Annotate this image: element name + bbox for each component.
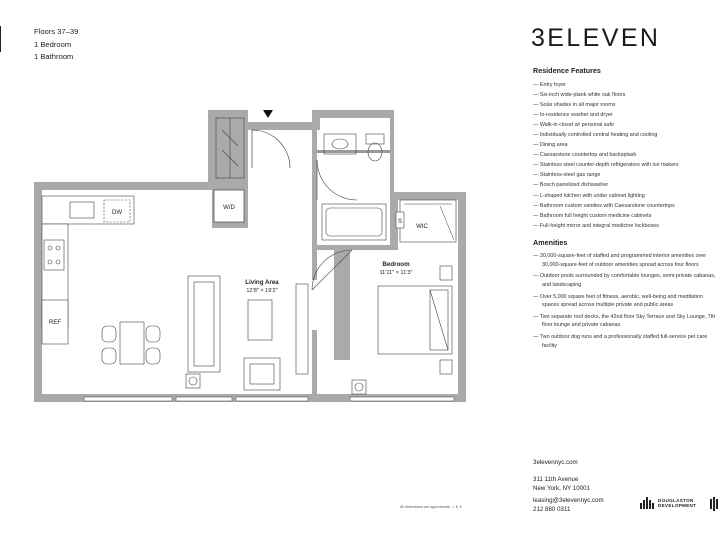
amenities-title: Amenities xyxy=(533,238,568,247)
list-item: — Stainless-steel gas range xyxy=(533,170,720,180)
window-strip xyxy=(84,397,454,401)
list-item: — Solar shades in all major rooms xyxy=(533,100,720,110)
list-item: — Bosch panelized dishwasher xyxy=(533,180,720,190)
list-item: — Full-height mirror and integral medicine lockboxes xyxy=(533,221,720,231)
email-link[interactable]: leasing@3elevennyc.com xyxy=(533,497,604,504)
pet-paw-icon: ● xyxy=(459,505,462,509)
address-line-1: 311 11th Avenue xyxy=(533,476,579,483)
list-item: — In-residence washer and dryer xyxy=(533,110,720,120)
unit-floors: Floors 37–39 xyxy=(34,27,79,36)
list-item: — Bathroom full height custom medicine cabinets xyxy=(533,211,720,221)
developer-mark-icon xyxy=(640,497,654,509)
list-item: — Two separate roof decks, the 42nd floor Sky Terrace and Sky Lounge, 7th floor lounge and private cabanas xyxy=(533,313,720,330)
bedroom-dims: 11'11" × 11'3" xyxy=(379,270,413,276)
list-item: — Dining area xyxy=(533,140,720,150)
accessibility-icon: ♿ xyxy=(455,505,459,509)
brand-logo: 3ELEVEN xyxy=(531,24,661,52)
walk-in-closet xyxy=(396,200,456,242)
leasing-contact xyxy=(533,496,604,514)
equal-housing-icon: ⌂ xyxy=(452,505,455,509)
list-item: — Stainless steel counter-depth refrigerators with ice makers xyxy=(533,160,720,170)
website-link[interactable]: 3elevennyc.com xyxy=(533,459,578,466)
developer-logo xyxy=(640,497,696,509)
safe-label: S xyxy=(397,219,403,225)
developer-line-1: DOUGLASTON xyxy=(658,497,694,503)
features-title: Residence Features xyxy=(533,66,601,75)
bathroom xyxy=(317,134,386,240)
unit-bathrooms: 1 Bathroom xyxy=(34,52,74,61)
list-item: — Walk-in closet w/ personal safe xyxy=(533,120,720,130)
unit-bedrooms: 1 Bedroom xyxy=(34,39,72,49)
entry-arrow-icon xyxy=(263,110,273,118)
address-line-2: New York, NY 10001 xyxy=(533,485,590,492)
list-item: — 30,000-square-feet of staffed and programmed interior amenities over 30,000-square-feet of outdoor amenities spread across four floors xyxy=(533,252,720,269)
partner-logo-icon xyxy=(706,497,720,511)
features-list xyxy=(533,80,720,231)
dining-table xyxy=(102,322,160,364)
living-area-name: Living Area xyxy=(245,279,279,286)
disclaimer-text: All dimensions are approximate. xyxy=(400,505,452,509)
entry-door xyxy=(252,130,290,168)
phone-number[interactable]: 212 880 0311 xyxy=(533,506,571,513)
bed xyxy=(352,266,452,394)
list-item: — Bathroom custom vanities with Caesarstone countertops xyxy=(533,201,720,211)
washer-dryer xyxy=(214,190,244,222)
developer-line-2: DEVELOPMENT xyxy=(658,503,697,508)
list-item: — Over 5,000 square feet of fitness, aerobic, well-being and meditation spaces spread across multiple private and public areas xyxy=(533,293,720,310)
list-item: — Two outdoor dog runs and a professionally staffed full-service pet care facility xyxy=(533,333,720,350)
dw-label: DW xyxy=(112,210,122,216)
amenities-list xyxy=(533,252,720,353)
ref-label: REF xyxy=(49,320,61,326)
list-item: — L-shaped kitchen with under cabinet lighting xyxy=(533,191,720,201)
disclaimer xyxy=(400,505,462,509)
bedroom-name: Bedroom xyxy=(382,261,410,268)
wd-label: W/D xyxy=(223,205,235,211)
list-item: — Entry foyer xyxy=(533,80,720,90)
list-item: — Outdoor pools surrounded by comfortable lounges, semi-private cabanas, and landscaping xyxy=(533,272,720,289)
list-item: — Caesarstone countertop and backsplash xyxy=(533,150,720,160)
wic-label: WIC xyxy=(416,224,428,230)
list-item: — Individually controlled central heating and cooling xyxy=(533,130,720,140)
list-item: — Six-inch wide-plank white oak floors xyxy=(533,90,720,100)
address xyxy=(533,475,590,493)
living-area-dims: 12'8" × 19'2" xyxy=(246,288,278,294)
